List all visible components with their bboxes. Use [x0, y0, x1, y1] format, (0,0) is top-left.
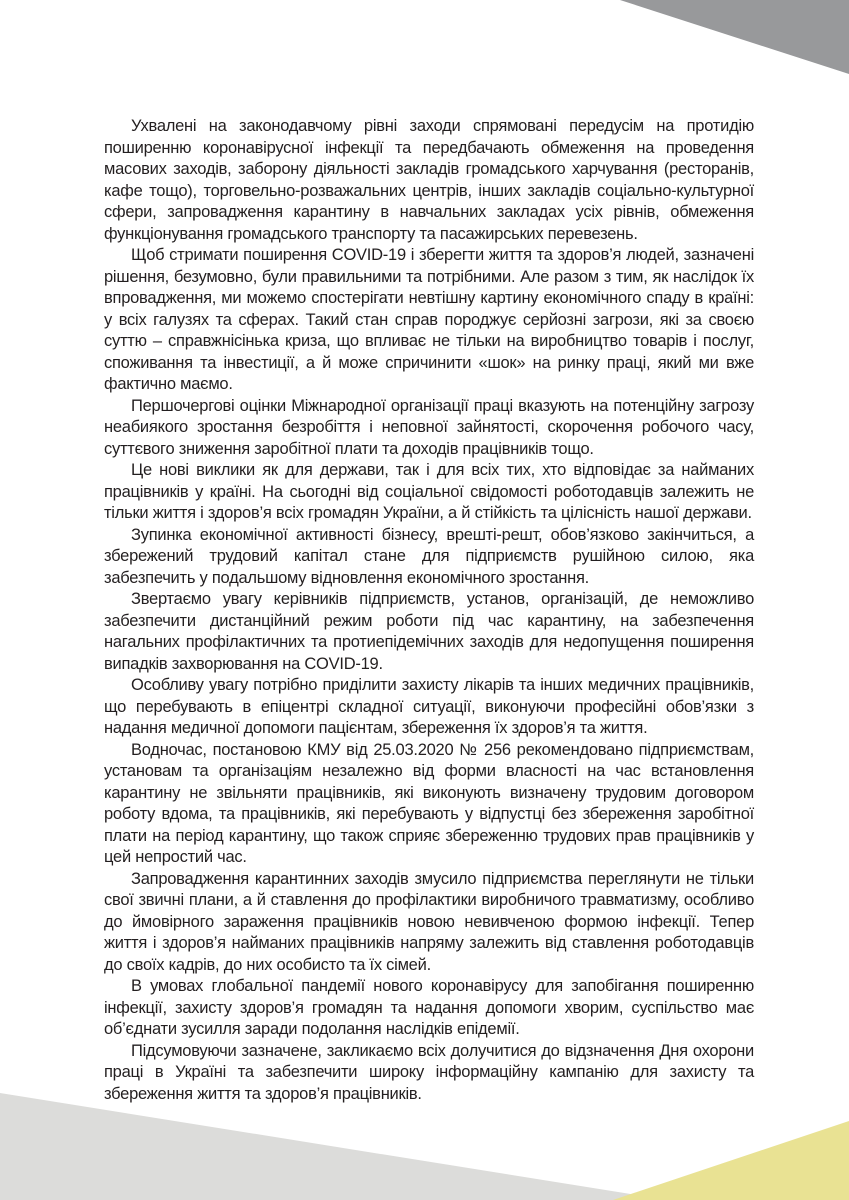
paragraph: Щоб стримати поширення COVID-19 і зберегти життя та здоров’я людей, зазначені рішення, безумовно, були правильними та потрібними. Але разом з тим, як наслідок їх впровадження, ми можемо спостерігати невтішну картину економічного спаду в країні: у всіх галузях та сферах. Такий стан справ породжує серйозні загрози, які за своєю суттю – справжнісінька криза, що впливає не тільки на виробництво товарів і послуг, споживання та інвестиції, а й може спричинити «шок» на ринку праці, який ми вже фактично маємо.	[104, 246, 754, 393]
paragraph: Особливу увагу потрібно приділити захисту лікарів та інших медичних працівників, що перебувають в епіцентрі складної ситуації, виконуючи професійні обов’язки з надання медичної допомоги пацієнтам, збереження їх здоров’я та життя.	[104, 676, 754, 737]
paragraph: В умовах глобальної пандемії нового коронавірусу для запобігання поширенню інфекції, захисту здоров’я громадян та надання допомоги хворим, суспільство має об’єднати зусилля заради подолання наслідків епідемії.	[104, 977, 754, 1038]
paragraph: Водночас, постановою КМУ від 25.03.2020 № 256 рекомендовано підприємствам, установам та організаціям незалежно від форми власності на час встановлення карантину не звільняти працівників, які виконують визначену трудовим договором роботу вдома, та працівників, які перебувають у відпустці без збереження заробітної плати на період карантину, що також сприяє збереженню трудових прав працівників у цей непростий час.	[104, 740, 754, 866]
bottom-left-corner-decoration	[0, 1093, 668, 1200]
paragraph: Ухвалені на законодавчому рівні заходи спрямовані передусім на протидію поширенню коронавірусної інфекції та передбачають обмеження на проведення масових заходів, заборону діяльності закладів громадського харчування (ресторанів, кафе тощо), торговельно-розважальних центрів, інших закладів соціально-культурної сфери, запровадження карантину в навчальних закладах усіх рівнів, обмеження функціонування громадського транспорту та пасажирських перевезень.	[104, 117, 754, 243]
paragraph: Звертаємо увагу керівників підприємств, установ, організацій, де неможливо забезпечити дистанційний режим роботи під час карантину, на забезпечення нагальних профілактичних та протиепідемічних заходів для недопущення поширення випадків захворювання на COVID-19.	[104, 590, 754, 673]
document-body	[104, 116, 754, 1105]
top-right-corner-decoration	[620, 0, 849, 74]
paragraph: Підсумовуючи зазначене, закликаємо всіх долучитися до відзначення Дня охорони праці в Україні та забезпечити широку інформаційну кампанію для захисту та збереження життя та здоров’я працівників.	[104, 1041, 754, 1103]
paragraph: Першочергові оцінки Міжнародної організації праці вказують на потенційну загрозу неабиякого зростання безробіття і неповної зайнятості, скорочення робочого часу, суттєвого зниження заробітної плати та доходів працівників тощо.	[104, 396, 754, 458]
bottom-right-corner-decoration	[613, 1121, 849, 1200]
paragraph: Запровадження карантинних заходів змусило підприємства переглянути не тільки свої звичні плани, а й ставлення до профілактики виробничого травматизму, особливо до ймовірного зараження працівників новою невивченою формою інфекції. Тепер життя і здоров’я найманих працівників напряму залежить від ставлення роботодавців до своїх кадрів, до них особисто та їх сімей.	[104, 869, 754, 974]
paragraph: Зупинка економічної активності бізнесу, врешті-решт, обов’язково закінчиться, а збережений трудовий капітал стане для підприємств рушійною силою, яка забезпечить у подальшому відновлення економічного зростання.	[104, 525, 754, 587]
paragraph: Це нові виклики як для держави, так і для всіх тих, хто відповідає за найманих працівників у країні. На сьогодні від соціальної свідомості роботодавців залежить не тільки життя і здоров’я всіх громадян України, а й стійкість та цілісність нашої держави.	[104, 461, 754, 522]
